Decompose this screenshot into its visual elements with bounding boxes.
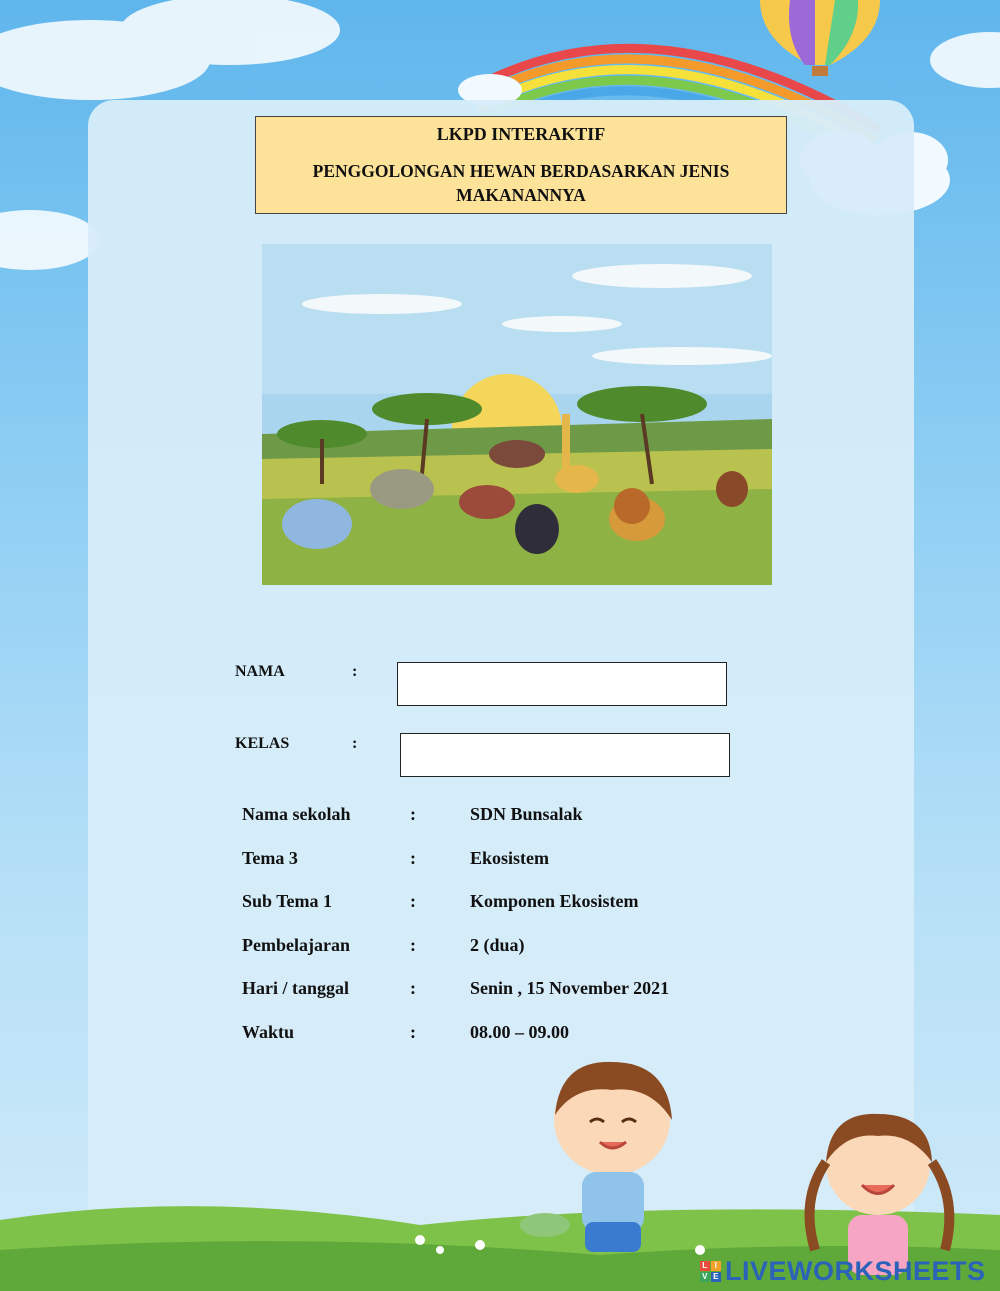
info-colon: :: [410, 804, 416, 824]
nama-colon: :: [352, 663, 358, 680]
liveworksheets-watermark: [700, 1255, 986, 1287]
info-row-tema: [242, 848, 762, 874]
info-colon: :: [410, 1022, 416, 1042]
hot-air-balloon-icon: [760, 0, 880, 76]
nama-label: NAMA: [235, 663, 285, 680]
info-row-waktu: [242, 1022, 762, 1048]
info-value: SDN Bunsalak: [470, 804, 583, 824]
info-row-sub-tema: [242, 891, 762, 917]
info-colon: :: [410, 848, 416, 868]
savanna-animals-illustration: [262, 244, 772, 585]
info-row-nama-sekolah: [242, 804, 762, 830]
info-label: Hari / tanggal: [242, 978, 349, 998]
liveworksheets-logo-icon: L I V E: [700, 1261, 721, 1282]
info-row-pembelajaran: [242, 935, 762, 961]
nama-input[interactable]: [397, 662, 727, 706]
page-subtitle: PENGGOLONGAN HEWAN BERDASARKAN JENIS MAKANANNYA: [312, 161, 730, 205]
info-label: Nama sekolah: [242, 804, 351, 824]
info-label: Waktu: [242, 1022, 295, 1042]
kelas-input[interactable]: [400, 733, 730, 777]
info-row-hari-tanggal: [242, 978, 762, 1004]
info-value: Ekosistem: [470, 848, 550, 868]
info-colon: :: [410, 935, 416, 955]
info-value: 08.00 – 09.00: [470, 1022, 569, 1042]
watermark-text: LIVEWORKSHEETS: [725, 1255, 986, 1286]
info-label: Tema 3: [242, 848, 298, 868]
kelas-label: KELAS: [235, 735, 290, 752]
info-colon: :: [410, 891, 416, 911]
kelas-colon: :: [352, 735, 358, 752]
page-title: LKPD INTERAKTIF: [436, 124, 606, 144]
info-colon: :: [410, 978, 416, 998]
info-value: 2 (dua): [470, 935, 525, 955]
info-value: Komponen Ekosistem: [470, 891, 639, 911]
info-label: Sub Tema 1: [242, 891, 333, 911]
info-label: Pembelajaran: [242, 935, 350, 955]
title-box: [255, 116, 787, 214]
info-value: Senin , 15 November 2021: [470, 978, 670, 998]
